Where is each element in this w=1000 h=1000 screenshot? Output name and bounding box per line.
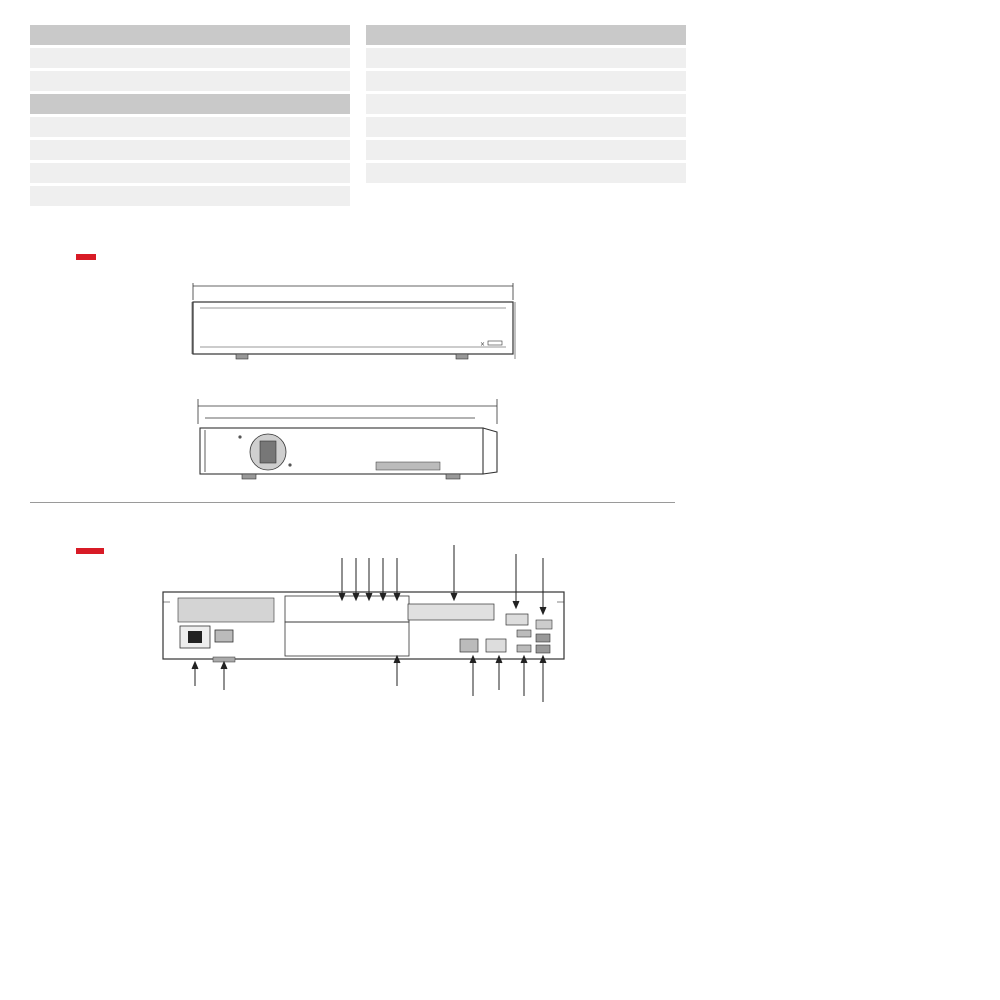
hdmi-port-1 bbox=[517, 630, 531, 637]
rj45-port bbox=[460, 639, 478, 652]
usb-port-1 bbox=[536, 634, 550, 642]
video-bnc-block bbox=[285, 622, 409, 656]
rear-panel bbox=[163, 592, 564, 662]
rs232-port bbox=[506, 614, 528, 625]
usb-port-2 bbox=[536, 645, 550, 653]
side-view bbox=[198, 399, 497, 479]
power-switch bbox=[215, 630, 233, 642]
esata-port bbox=[536, 620, 552, 629]
fan-vent bbox=[178, 598, 274, 622]
hdmi-port-2 bbox=[517, 645, 531, 652]
audio-bnc-block bbox=[285, 596, 409, 622]
front-view bbox=[192, 283, 515, 359]
vga-port bbox=[486, 639, 506, 652]
alarm-terminal-block bbox=[408, 604, 494, 620]
front-x-mark: × bbox=[480, 341, 486, 348]
